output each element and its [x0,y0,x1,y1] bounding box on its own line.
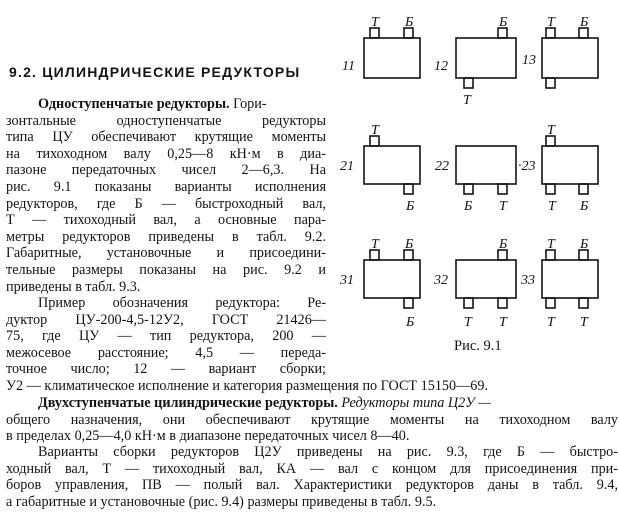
variant-21-diagram [364,136,420,194]
variant-number: 21 [340,159,354,174]
variant-number: ·23 [518,159,536,174]
text-line [6,96,326,113]
text-line: ходный вал, Т — тихоходный вал, КА — вал с концом для присоединения при- [6,460,618,477]
shaft-label: Т [547,123,555,138]
variant-number: 11 [342,59,355,74]
shaft-label: Б [580,237,589,252]
variant-31-diagram [364,250,420,308]
text-fragment: Редукторы типа Ц2У — [337,395,491,411]
figure-caption: Рис. 9.1 [454,338,502,354]
variant-13-diagram [542,28,598,88]
text-line [6,395,618,412]
shaft-label: Т [580,315,588,330]
figure-9-1 [334,8,619,358]
paragraph-single-stage [6,96,326,295]
variant-33-diagram [542,250,598,308]
variant-number: 33 [521,273,535,288]
variant-12-diagram [456,28,516,88]
paragraph-heading: Одноступенчатые редукторы. [38,96,230,112]
shaft-label: Б [405,237,414,252]
shaft-label: Б [464,199,473,214]
shaft-label: Т [371,15,379,30]
paragraph-designation-example [6,295,326,378]
shaft-label: Т [499,315,507,330]
variant-number: 31 [340,273,354,288]
shaft-label: Т [371,123,379,138]
variant-number: 32 [434,273,448,288]
text-line: пазоне передаточных чисел 2—6,3. На [6,162,326,179]
variant-number: 22 [435,159,449,174]
shaft-label: Т [463,93,471,108]
shaft-label: Т [464,315,472,330]
paragraph-heading: Двухступенчатые цилиндрические редукторы. [38,395,338,411]
shaft-label: Б [499,15,508,30]
text-line: общего назначения, они обеспечивают крутящие моменты на тихоходном валу [6,411,618,428]
paragraph-two-stage [6,395,618,445]
text-line: тельные размеры показаны на рис. 9.2 и [6,261,326,278]
shaft-label: Б [499,237,508,252]
shaft-label: Т [547,237,555,252]
text-line: Пример обозначения редуктора: Ре- [38,295,326,311]
text-line: точное число; 12 — вариант сборки; [6,361,326,378]
variant-22-diagram [456,146,516,194]
variant-number: 13 [522,53,536,68]
variant-number: 12 [434,59,448,74]
shaft-label: Т [499,199,507,214]
text-line: Варианты сборки редукторов Ц2У приведены на рис. 9.3, где Б — быстро- [38,444,618,460]
text-line: типа ЦУ обеспечивают крутящие моменты [6,129,326,146]
text-line: приведены в табл. 9.3. [6,278,141,295]
shaft-label: Б [406,199,415,214]
shaft-label: Б [406,315,415,330]
text-line: рис. 9.1 показаны варианты исполнения [6,178,326,195]
variant-11-diagram [364,28,420,78]
variant-32-diagram [456,250,516,308]
text-line: У2 — климатическое исполнение и категория размещения по ГОСТ 15150—69. [6,378,489,394]
text-line: на тихоходном валу 0,25—8 кН·м в диа- [6,145,326,162]
text-line: боров управления, ПВ — полый вал. Характеристики редукторов даны в табл. 9.4, [6,477,618,494]
figure-diagram [334,8,619,338]
variant-23-diagram [542,136,598,194]
shaft-label: Т [371,237,379,252]
text-fragment: Гори- [229,96,267,112]
text-line: метры редукторов приведены в табл. 9.2. [6,228,326,245]
text-line: Т — тихоходный вал, а основные пара- [6,212,326,229]
section-title: 9.2. ЦИЛИНДРИЧЕСКИЕ РЕДУКТОРЫ [9,64,301,80]
text-line: а габаритные и установочные (рис. 9.4) размеры приведены в табл. 9.5. [6,493,437,510]
text-line: дуктор ЦУ-200-4,5-12У2, ГОСТ 21426— [6,311,326,328]
text-line: зонтальные одноступенчатые редукторы [6,112,326,129]
text-line: редукторов, где Б — быстроходный вал, [6,195,326,212]
shaft-label: Т [547,15,555,30]
paragraph-assembly-variants [6,444,618,510]
text-line: Габаритные, установочные и присоедини- [6,245,326,262]
text-line: межосевое расстояние; 4,5 — переда- [6,344,326,361]
shaft-label: Б [580,15,589,30]
shaft-label: Б [580,199,589,214]
paragraph-designation-end [6,378,618,395]
shaft-label: Т [548,199,556,214]
text-line: в пределах 0,25—4,0 кН·м в диапазоне передаточных чисел 8—40. [6,428,410,445]
shaft-label: Т [547,315,555,330]
shaft-label: Б [405,15,414,30]
text-line: 75, где ЦУ — тип редуктора, 200 — [6,328,326,345]
